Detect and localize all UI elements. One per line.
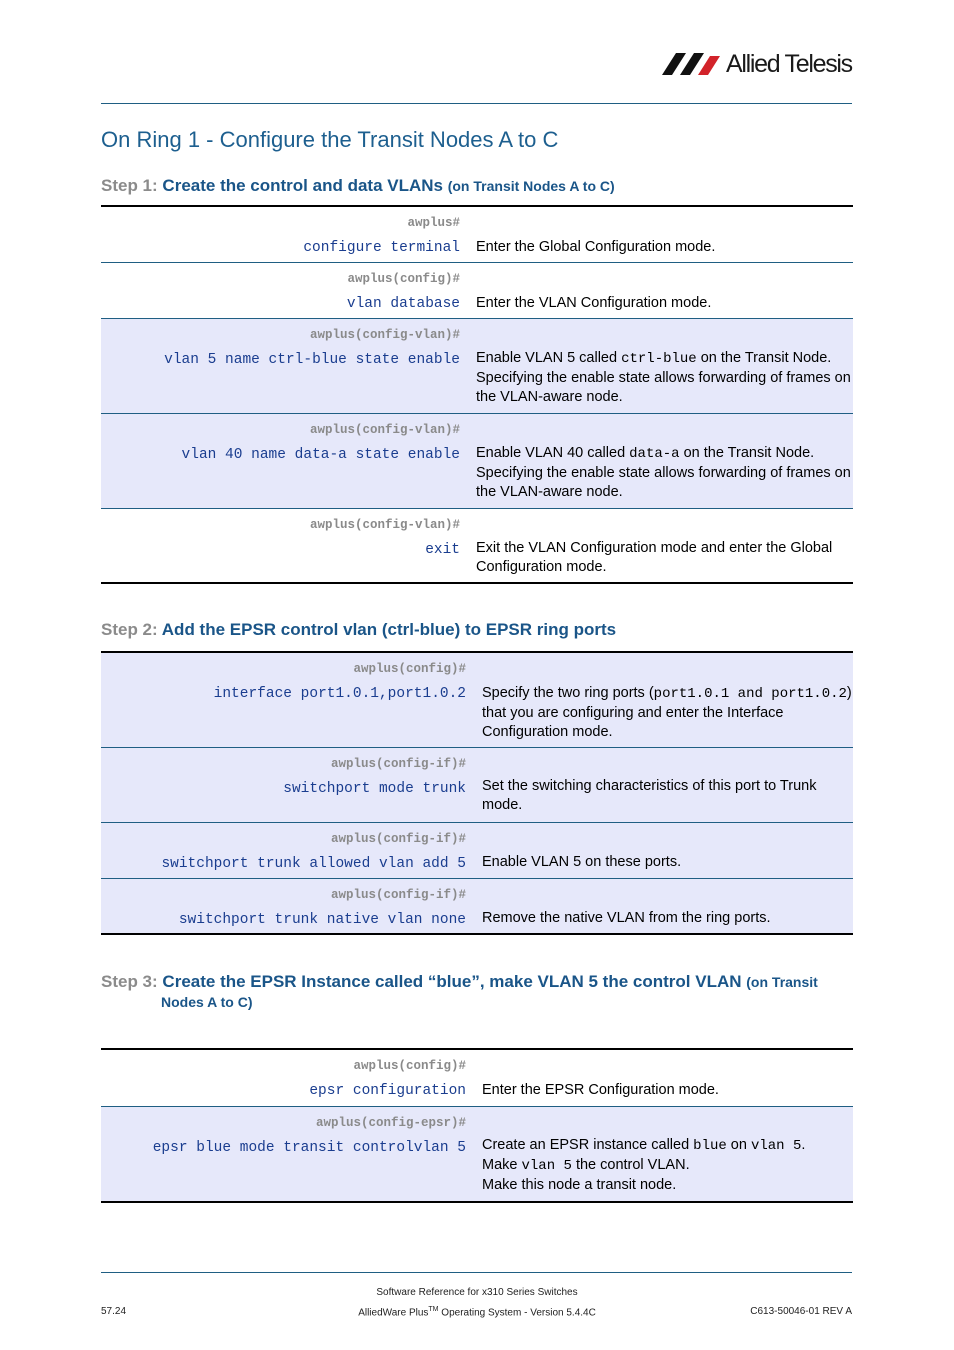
inline-code: data-a — [629, 446, 680, 462]
footer-rule — [101, 1272, 852, 1273]
prompt: awplus(config-vlan)# — [309, 518, 460, 532]
command: interface port1.0.1,port1.0.2 — [213, 686, 466, 702]
step-subtitle-cont: Nodes A to C) — [161, 994, 253, 1010]
step-label: Step 3: — [101, 972, 158, 991]
inline-code: port1.0.1 and port1.0.2 — [653, 686, 847, 702]
step-label: Step 2: — [101, 620, 158, 639]
command: vlan 40 name data-a state enable — [181, 447, 460, 463]
page-number: 57.24 — [101, 1306, 127, 1317]
command-cell — [101, 748, 476, 822]
command-cell — [101, 879, 476, 933]
description: Create an EPSR instance called blue on vlan 5. Make vlan 5 the control VLAN. Make this node a transit node. — [482, 1137, 806, 1194]
description: Remove the native VLAN from the ring ports. — [482, 910, 771, 926]
allied-telesis-logo — [662, 50, 854, 80]
description: Exit the VLAN Configuration mode and enter the Global Configuration mode. — [476, 540, 833, 576]
description: Enable VLAN 40 called data-a on the Transit Node. Specifying the enable state allows forwarding of frames on the VLAN-aware node. — [476, 445, 851, 501]
footer-version: AlliedWare Plus™ Operating System - Version 5.4.4C — [358, 1306, 596, 1319]
command: switchport mode trunk — [283, 781, 466, 797]
step-title: Add the EPSR control vlan (ctrl-blue) to EPSR ring ports — [161, 620, 617, 639]
prompt: awplus(config-vlan)# — [309, 423, 460, 437]
table-row — [101, 508, 853, 582]
step-subtitle: (on Transit Nodes A to C) — [447, 178, 615, 194]
footer-title: Software Reference for x310 Series Switches — [376, 1287, 578, 1298]
command-cell — [101, 263, 470, 318]
table-row — [101, 878, 853, 933]
command-cell — [101, 1107, 476, 1201]
prompt: awplus(config-if)# — [330, 832, 466, 846]
step-2-heading — [101, 620, 616, 640]
step-3-heading — [101, 972, 818, 1012]
command: vlan database — [346, 296, 460, 312]
description: Enter the Global Configuration mode. — [476, 239, 716, 255]
command: vlan 5 name ctrl-blue state enable — [164, 352, 460, 368]
prompt: awplus(config)# — [353, 1059, 466, 1073]
command: configure terminal — [303, 240, 460, 256]
inline-code: vlan 5 — [521, 1158, 572, 1175]
page-title: On Ring 1 - Configure the Transit Nodes A to C — [101, 127, 559, 152]
table-row — [101, 822, 853, 878]
step-title: Create the control and data VLANs — [162, 176, 443, 195]
prompt: awplus# — [407, 216, 460, 230]
command: epsr configuration — [309, 1083, 466, 1099]
command-cell — [101, 1050, 476, 1106]
prompt: awplus(config)# — [353, 662, 466, 676]
command: switchport trunk allowed vlan add 5 — [161, 856, 466, 872]
table-row — [101, 262, 853, 318]
prompt: awplus(config-vlan)# — [309, 328, 460, 342]
table-row — [101, 318, 853, 413]
step-subtitle: (on Transit — [746, 974, 818, 990]
description: Enter the VLAN Configuration mode. — [476, 295, 712, 311]
description: Enable VLAN 5 on these ports. — [482, 854, 682, 870]
command-cell — [101, 414, 470, 508]
command-cell — [101, 207, 470, 262]
table-row — [101, 413, 853, 508]
command-cell — [101, 319, 470, 413]
prompt: awplus(config-if)# — [330, 888, 466, 902]
allied-telesis-mark-icon — [662, 53, 724, 75]
description: Set the switching characteristics of this port to Trunk mode. — [482, 778, 817, 814]
step-title: Create the EPSR Instance called “blue”, make VLAN 5 the control VLAN — [162, 972, 742, 991]
command-cell — [101, 653, 476, 747]
table-row — [101, 1050, 853, 1106]
prompt: awplus(config)# — [347, 272, 460, 286]
inline-code: ctrl-blue — [621, 351, 697, 367]
step-1-heading — [101, 176, 615, 196]
document-code: C613-50046-01 REV A — [750, 1306, 852, 1317]
description: Enter the EPSR Configuration mode. — [482, 1082, 719, 1098]
inline-code: vlan 5 — [750, 1138, 802, 1154]
command-table-1 — [101, 205, 853, 584]
command: epsr blue mode transit controlvlan 5 — [152, 1140, 466, 1156]
description: Specify the two ring ports (port1.0.1 and port1.0.2) that you are configuring and enter the Interface Configuration mode. — [482, 685, 852, 741]
inline-code: blue — [693, 1138, 727, 1154]
description: Enable VLAN 5 called ctrl-blue on the Transit Node. Specifying the enable state allows forwarding of frames on the VLAN-aware node. — [476, 350, 851, 406]
command: exit — [425, 542, 460, 558]
logo-text: Allied Telesis — [726, 50, 852, 78]
table-row — [101, 747, 853, 822]
prompt: awplus(config-if)# — [330, 757, 466, 771]
command: switchport trunk native vlan none — [178, 912, 466, 928]
command-table-3 — [101, 1048, 853, 1203]
table-row — [101, 1106, 853, 1201]
command-table-2 — [101, 651, 853, 935]
table-row — [101, 207, 853, 262]
table-row — [101, 653, 853, 747]
prompt: awplus(config-epsr)# — [315, 1116, 466, 1130]
command-cell — [101, 823, 476, 878]
command-cell — [101, 509, 470, 582]
header-rule — [101, 103, 852, 104]
step-label: Step 1: — [101, 176, 158, 195]
